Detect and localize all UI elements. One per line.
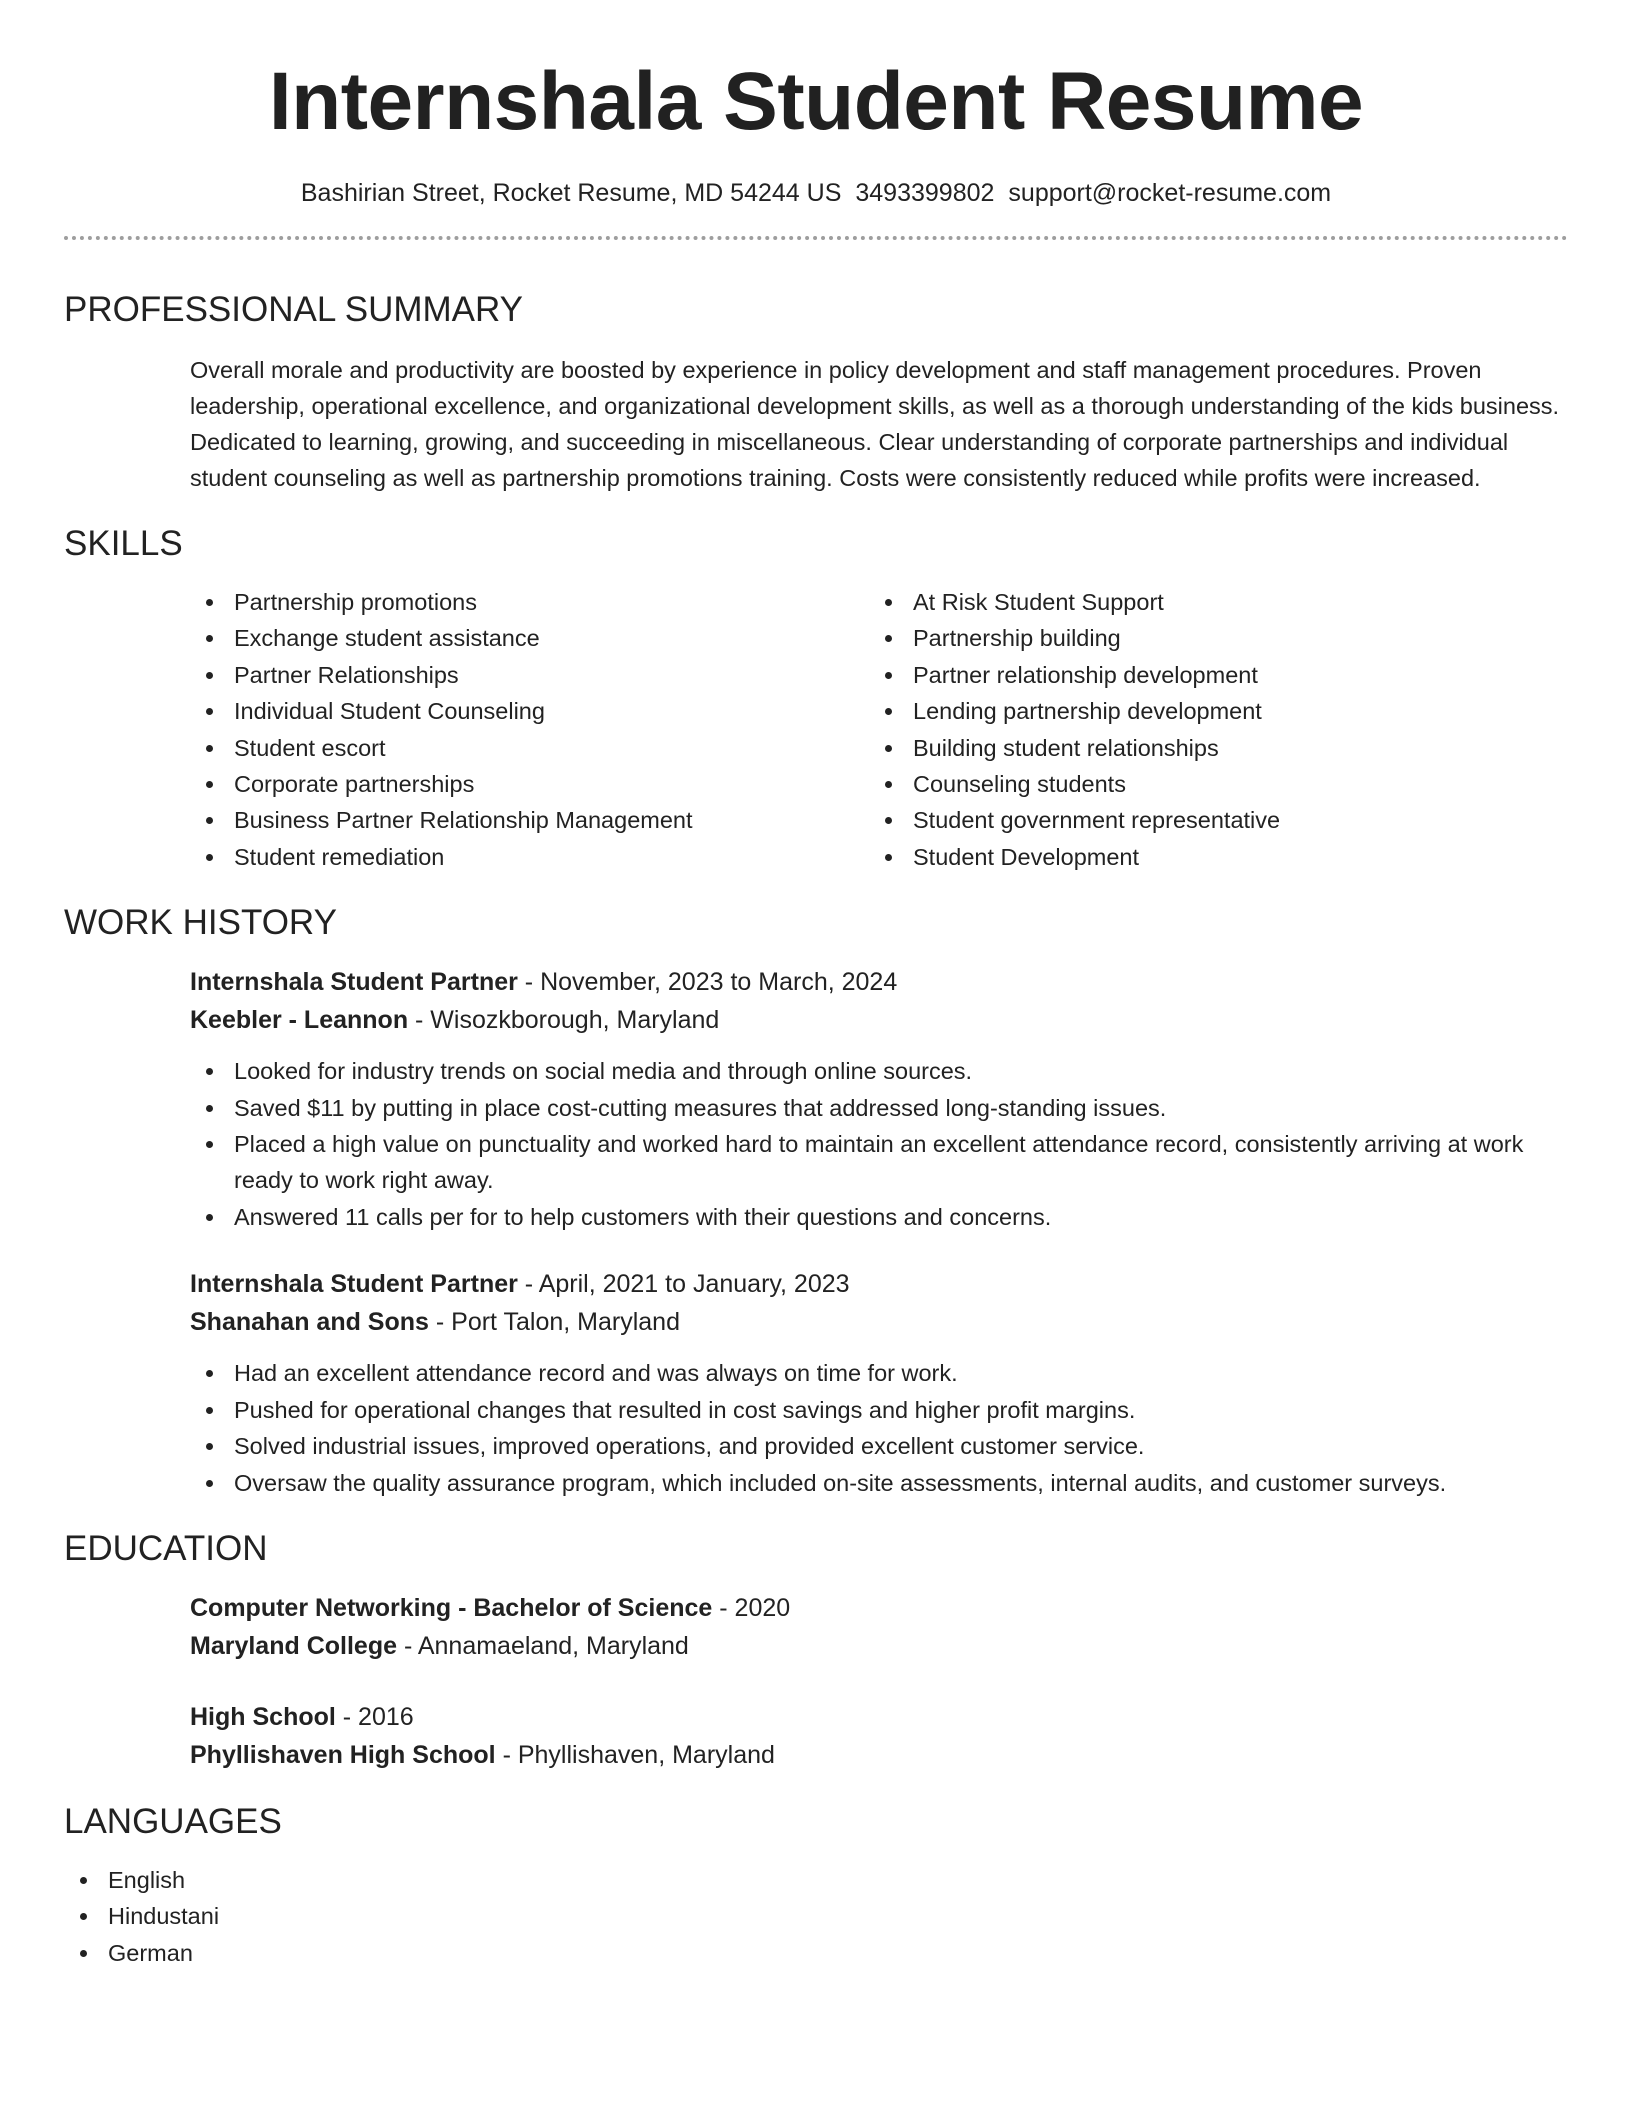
section-title-languages: LANGUAGES [64,1801,282,1841]
skill-item: Partnership promotions [190,584,869,620]
section-title-skills: SKILLS [64,524,183,563]
job-bullets [190,1355,1568,1501]
contact-email: support@rocket-resume.com [1008,179,1332,207]
education-school: Maryland College [190,1631,397,1660]
education-location: - Phyllishaven, Maryland [495,1740,775,1769]
job-company: Keebler - Leannon [190,1006,409,1035]
skill-item: Student escort [190,730,869,766]
job-bullet: Placed a high value on punctuality and worked hard to maintain an excellent attendance record, consistently arriving at work ready to work right away. [190,1126,1568,1199]
job-title-line [190,963,1568,1001]
skills-list [190,584,1568,875]
skill-item: Student Development [869,839,1548,875]
contact-line [64,176,1568,210]
section-title-work-history: WORK HISTORY [64,903,337,943]
job-bullet: Pushed for operational changes that resulted in cost savings and higher profit margins. [190,1392,1568,1428]
education-entry [190,1698,1568,1774]
skills-column-right [869,584,1548,875]
job-bullet: Looked for industry trends on social media and through online sources. [190,1053,1568,1089]
skill-item: Lending partnership development [869,693,1548,729]
contact-phone: 3493399802 [855,179,995,207]
job-company-line [190,1303,1568,1341]
education-location: - Annamaeland, Maryland [397,1631,689,1660]
education-school-line [190,1736,1568,1774]
job-dates: - April, 2021 to January, 2023 [517,1270,850,1299]
education-year: - 2016 [335,1702,414,1731]
education-school: Phyllishaven High School [190,1740,496,1769]
job-entry [190,963,1568,1235]
education-school-line [190,1627,1568,1665]
language-item: Hindustani [64,1898,664,1934]
job-bullets [190,1053,1568,1235]
skill-item: Business Partner Relationship Management [190,802,869,838]
education-year: - 2020 [712,1593,791,1622]
education-degree: High School [190,1702,336,1731]
job-bullet: Had an excellent attendance record and was always on time for work. [190,1355,1568,1391]
languages-list [64,1862,664,1971]
skill-item: At Risk Student Support [869,584,1548,620]
skill-item: Individual Student Counseling [190,693,869,729]
skill-item: Partner Relationships [190,657,869,693]
education-entry [190,1589,1568,1665]
job-entry [190,1265,1568,1501]
job-title-line [190,1265,1568,1303]
section-title-summary: PROFESSIONAL SUMMARY [64,290,523,329]
education-degree-line [190,1589,1568,1627]
skill-item: Partnership building [869,620,1548,656]
skill-item: Corporate partnerships [190,766,869,802]
job-role: Internshala Student Partner [190,1270,518,1299]
job-location: - Wisozkborough, Maryland [408,1006,720,1035]
resume-name: Internshala Student Resume [268,56,1364,147]
skill-item: Counseling students [869,766,1548,802]
job-company: Shanahan and Sons [190,1308,429,1337]
skill-item: Student remediation [190,839,869,875]
section-title-education: EDUCATION [64,1528,268,1568]
skill-item: Partner relationship development [869,657,1548,693]
skill-item: Building student relationships [869,730,1548,766]
skills-column-left [190,584,869,875]
language-item: German [64,1935,664,1971]
summary-text: Overall morale and productivity are boosted by experience in policy development and staff management procedures. Proven leadership, operational excellence, and organizational development skills, as well as a thorough understanding of the kids business. Dedicated to learning, growing, and succeeding in miscellaneous. Clear understanding of corporate partnerships and individual student counseling as well as partnership promotions training. Costs were consistently reduced while profits were increased. [190,357,1560,491]
skill-item: Student government representative [869,802,1548,838]
job-bullet: Oversaw the quality assurance program, which included on-site assessments, internal audits, and customer surveys. [190,1465,1568,1501]
job-dates: - November, 2023 to March, 2024 [517,968,898,997]
education-degree: Computer Networking - Bachelor of Science [190,1593,713,1622]
contact-address: Bashirian Street, Rocket Resume, MD 54244 US [300,179,842,207]
language-item: English [64,1862,664,1898]
job-role: Internshala Student Partner [190,968,518,997]
job-location: - Port Talon, Maryland [428,1308,680,1337]
job-bullet: Answered 11 calls per for to help customers with their questions and concerns. [190,1199,1568,1235]
job-bullet: Saved $11 by putting in place cost-cutting measures that addressed long-standing issues. [190,1090,1568,1126]
job-company-line [190,1001,1568,1039]
resume-page [64,0,1568,1971]
skill-item: Exchange student assistance [190,620,869,656]
job-bullet: Solved industrial issues, improved operations, and provided excellent customer service. [190,1428,1568,1464]
header-divider [64,236,1568,240]
education-degree-line [190,1698,1568,1736]
